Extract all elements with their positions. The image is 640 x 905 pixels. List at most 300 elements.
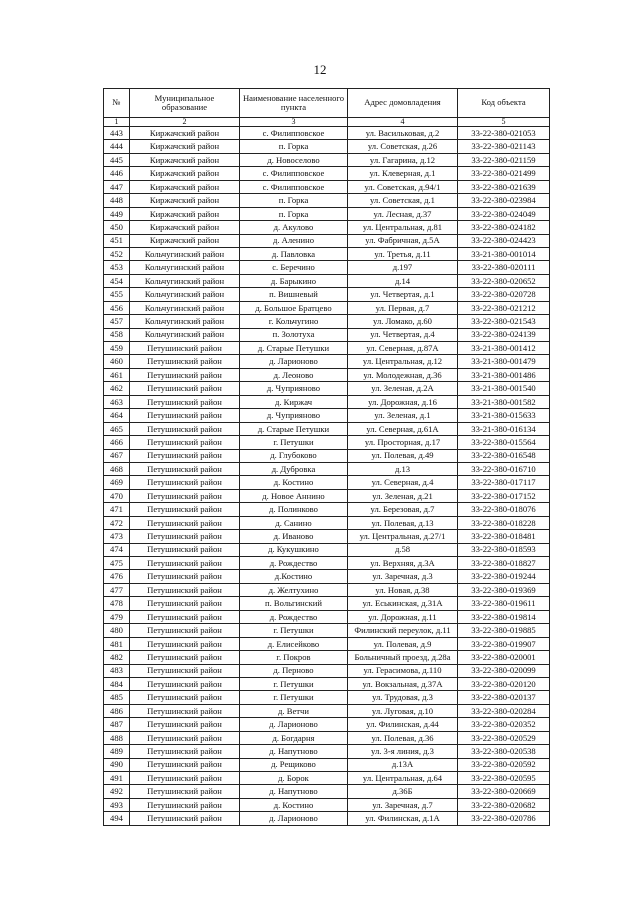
address-cell: ул. Четвертая, д.1 (348, 288, 458, 301)
object-code-cell: 33-22-380-020538 (458, 745, 550, 758)
municipality-cell: Петушинский район (130, 731, 240, 744)
row-number-cell: 456 (104, 301, 130, 314)
municipality-cell: Кольчугинский район (130, 247, 240, 260)
table-row (104, 301, 550, 314)
object-code-cell: 33-22-380-018076 (458, 503, 550, 516)
table-row (104, 476, 550, 489)
municipality-cell: Петушинский район (130, 637, 240, 650)
municipality-cell: Петушинский район (130, 409, 240, 422)
row-number-cell: 491 (104, 772, 130, 785)
row-number-cell: 461 (104, 368, 130, 381)
address-cell: ул. Четвертая, д.4 (348, 328, 458, 341)
table-row (104, 221, 550, 234)
row-number-cell: 448 (104, 194, 130, 207)
settlement-cell: д. Глубоково (240, 449, 348, 462)
table-row (104, 382, 550, 395)
object-code-cell: 33-22-380-024049 (458, 207, 550, 220)
settlement-cell: д. Перново (240, 664, 348, 677)
address-cell: ул. Дорожная, д.16 (348, 395, 458, 408)
address-cell: ул. Центральная, д.27/1 (348, 530, 458, 543)
address-cell: ул. Зеленая, д.1 (348, 409, 458, 422)
table-row (104, 342, 550, 355)
row-number-cell: 465 (104, 422, 130, 435)
settlement-cell: с. Филипповское (240, 127, 348, 140)
settlement-cell: д. Напутново (240, 745, 348, 758)
row-number-cell: 493 (104, 798, 130, 811)
table-row (104, 395, 550, 408)
municipality-cell: Петушинский район (130, 785, 240, 798)
row-number-cell: 486 (104, 704, 130, 717)
row-number-cell: 454 (104, 274, 130, 287)
row-number-cell: 458 (104, 328, 130, 341)
object-code-cell: 33-21-380-001540 (458, 382, 550, 395)
address-cell: Филинский переулок, д.11 (348, 624, 458, 637)
table-row (104, 530, 550, 543)
table-row (104, 570, 550, 583)
settlement-cell: д. Большое Братцево (240, 301, 348, 314)
table-row (104, 328, 550, 341)
municipality-cell: Петушинский район (130, 624, 240, 637)
row-number-cell: 464 (104, 409, 130, 422)
municipality-cell: Кольчугинский район (130, 328, 240, 341)
table-row (104, 436, 550, 449)
settlement-cell: д. Леоново (240, 368, 348, 381)
municipality-cell: Петушинский район (130, 651, 240, 664)
address-cell: ул. Новая, д.38 (348, 583, 458, 596)
municipality-cell: Петушинский район (130, 462, 240, 475)
table-row (104, 167, 550, 180)
settlement-cell: с. Филипповское (240, 180, 348, 193)
municipality-cell: Петушинский район (130, 476, 240, 489)
row-number-cell: 482 (104, 651, 130, 664)
table-row (104, 489, 550, 502)
address-cell: ул. Луговая, д.10 (348, 704, 458, 717)
object-code-cell: 33-22-380-020669 (458, 785, 550, 798)
table-row (104, 637, 550, 650)
table-row (104, 274, 550, 287)
address-cell: ул. Советская, д.26 (348, 140, 458, 153)
header-settlement: Наименование населенного пункта (240, 89, 348, 118)
address-cell: ул. Полевая, д.36 (348, 731, 458, 744)
municipality-cell: Петушинский район (130, 530, 240, 543)
municipality-cell: Петушинский район (130, 557, 240, 570)
address-cell: ул. Заречная, д.7 (348, 798, 458, 811)
address-cell: ул. Северная, д.61А (348, 422, 458, 435)
table-row (104, 583, 550, 596)
municipality-cell: Петушинский район (130, 691, 240, 704)
address-cell: ул. Центральная, д.81 (348, 221, 458, 234)
object-code-cell: 33-22-380-018481 (458, 530, 550, 543)
settlement-cell: д. Богдарня (240, 731, 348, 744)
row-number-cell: 462 (104, 382, 130, 395)
municipality-cell: Киржачский район (130, 234, 240, 247)
object-code-cell: 33-22-380-018593 (458, 543, 550, 556)
municipality-cell: Петушинский район (130, 583, 240, 596)
object-code-cell: 33-22-380-021053 (458, 127, 550, 140)
municipality-cell: Петушинский район (130, 489, 240, 502)
header-row (104, 89, 550, 118)
settlement-cell: г. Петушки (240, 677, 348, 690)
object-code-cell: 33-22-380-020120 (458, 677, 550, 690)
object-code-cell: 33-22-380-019611 (458, 597, 550, 610)
settlement-cell: д. Новое Аннино (240, 489, 348, 502)
municipality-cell: Киржачский район (130, 180, 240, 193)
municipality-cell: Петушинский район (130, 570, 240, 583)
municipality-cell: Кольчугинский район (130, 274, 240, 287)
object-code-cell: 33-21-380-001486 (458, 368, 550, 381)
municipality-cell: Петушинский район (130, 610, 240, 623)
municipality-cell: Петушинский район (130, 503, 240, 516)
address-cell: ул. Центральная, д.64 (348, 772, 458, 785)
address-cell: д.58 (348, 543, 458, 556)
address-cell: ул. Полевая, д.49 (348, 449, 458, 462)
row-number-cell: 492 (104, 785, 130, 798)
settlement-cell: д. Рождество (240, 557, 348, 570)
row-number-cell: 453 (104, 261, 130, 274)
municipality-cell: Киржачский район (130, 167, 240, 180)
settlement-cell: д. Кукушкино (240, 543, 348, 556)
address-cell: ул. Филинская, д.44 (348, 718, 458, 731)
row-number-cell: 483 (104, 664, 130, 677)
table-body (104, 127, 550, 826)
object-code-cell: 33-22-380-019369 (458, 583, 550, 596)
row-number-cell: 487 (104, 718, 130, 731)
object-code-cell: 33-22-380-016710 (458, 462, 550, 475)
table-row (104, 368, 550, 381)
column-number: 4 (348, 118, 458, 127)
object-code-cell: 33-22-380-023984 (458, 194, 550, 207)
object-code-cell: 33-22-380-020352 (458, 718, 550, 731)
object-code-cell: 33-22-380-020099 (458, 664, 550, 677)
row-number-cell: 479 (104, 610, 130, 623)
object-code-cell: 33-22-380-020137 (458, 691, 550, 704)
municipality-cell: Петушинский район (130, 718, 240, 731)
object-code-cell: 33-22-380-017117 (458, 476, 550, 489)
municipality-cell: Петушинский район (130, 422, 240, 435)
municipality-cell: Кольчугинский район (130, 301, 240, 314)
row-number-cell: 451 (104, 234, 130, 247)
address-cell: д.14 (348, 274, 458, 287)
column-number-row (104, 118, 550, 127)
row-number-cell: 480 (104, 624, 130, 637)
table-row (104, 234, 550, 247)
object-code-cell: 33-22-380-020529 (458, 731, 550, 744)
object-code-cell: 33-22-380-021143 (458, 140, 550, 153)
table-row (104, 207, 550, 220)
object-code-cell: 33-22-380-021212 (458, 301, 550, 314)
address-cell: ул. Северная, д.4 (348, 476, 458, 489)
object-code-cell: 33-21-380-001479 (458, 355, 550, 368)
object-code-cell: 33-22-380-020001 (458, 651, 550, 664)
municipality-cell: Петушинский район (130, 355, 240, 368)
municipality-cell: Петушинский район (130, 677, 240, 690)
object-code-cell: 33-22-380-020595 (458, 772, 550, 785)
settlement-cell: д. Барыкино (240, 274, 348, 287)
address-cell: ул. Герасимова, д.110 (348, 664, 458, 677)
table-row (104, 704, 550, 717)
settlement-cell: п. Горка (240, 207, 348, 220)
table-row (104, 677, 550, 690)
address-cell: ул. Клеверная, д.1 (348, 167, 458, 180)
row-number-cell: 474 (104, 543, 130, 556)
row-number-cell: 477 (104, 583, 130, 596)
row-number-cell: 459 (104, 342, 130, 355)
settlement-cell: д. Елисейково (240, 637, 348, 650)
object-code-cell: 33-21-380-016134 (458, 422, 550, 435)
row-number-cell: 489 (104, 745, 130, 758)
page-number: 12 (313, 62, 327, 77)
address-cell: ул. Фабричная, д.5А (348, 234, 458, 247)
municipality-cell: Петушинский район (130, 812, 240, 825)
address-cell: ул. Молодежная, д.36 (348, 368, 458, 381)
municipality-cell: Петушинский район (130, 704, 240, 717)
row-number-cell: 446 (104, 167, 130, 180)
municipality-cell: Петушинский район (130, 798, 240, 811)
header-municipality: Муниципальное образование (130, 89, 240, 118)
row-number-cell: 460 (104, 355, 130, 368)
object-code-cell: 33-22-380-019885 (458, 624, 550, 637)
table-row (104, 503, 550, 516)
table-row (104, 140, 550, 153)
settlement-cell: д. Чуприяново (240, 382, 348, 395)
table-row (104, 812, 550, 825)
settlement-cell: д. Дубровка (240, 462, 348, 475)
object-code-cell: 33-22-380-021159 (458, 153, 550, 166)
municipality-cell: Петушинский район (130, 664, 240, 677)
address-cell: д.36Б (348, 785, 458, 798)
row-number-cell: 490 (104, 758, 130, 771)
row-number-cell: 444 (104, 140, 130, 153)
settlement-cell: п. Горка (240, 194, 348, 207)
address-cell: ул. Зеленая, д.2А (348, 382, 458, 395)
object-code-cell: 33-22-380-020786 (458, 812, 550, 825)
object-code-cell: 33-22-380-024182 (458, 221, 550, 234)
object-code-cell: 33-22-380-019244 (458, 570, 550, 583)
table-row (104, 557, 550, 570)
row-number-cell: 469 (104, 476, 130, 489)
address-cell: ул. Вокзальная, д.37А (348, 677, 458, 690)
settlement-cell: г. Петушки (240, 436, 348, 449)
object-code-cell: 33-22-380-019814 (458, 610, 550, 623)
settlement-cell: д. Ларионово (240, 718, 348, 731)
address-cell: ул. Васильковая, д.2 (348, 127, 458, 140)
table-row (104, 261, 550, 274)
address-cell: ул. Зеленая, д.21 (348, 489, 458, 502)
address-cell: ул. Дорожная, д.11 (348, 610, 458, 623)
settlement-cell: д. Желтухино (240, 583, 348, 596)
header-address: Адрес домовладения (348, 89, 458, 118)
row-number-cell: 467 (104, 449, 130, 462)
object-code-cell: 33-22-380-016548 (458, 449, 550, 462)
address-cell: ул. Первая, д.7 (348, 301, 458, 314)
object-code-cell: 33-21-380-001014 (458, 247, 550, 260)
table-row (104, 597, 550, 610)
table-row (104, 288, 550, 301)
header-object-code: Код объекта (458, 89, 550, 118)
municipality-cell: Киржачский район (130, 140, 240, 153)
object-code-cell: 33-22-380-020284 (458, 704, 550, 717)
row-number-cell: 470 (104, 489, 130, 502)
table-row (104, 785, 550, 798)
settlement-cell: д. Старые Петушки (240, 422, 348, 435)
table-row (104, 798, 550, 811)
column-number: 3 (240, 118, 348, 127)
address-cell: ул. Просторная, д.17 (348, 436, 458, 449)
table-row (104, 691, 550, 704)
object-code-cell: 33-22-380-021639 (458, 180, 550, 193)
municipality-cell: Петушинский район (130, 342, 240, 355)
municipality-cell: Киржачский район (130, 127, 240, 140)
row-number-cell: 443 (104, 127, 130, 140)
address-cell: ул. Третья, д.11 (348, 247, 458, 260)
settlement-cell: д. Иваново (240, 530, 348, 543)
row-number-cell: 472 (104, 516, 130, 529)
settlement-cell: д. Аленино (240, 234, 348, 247)
object-code-cell: 33-22-380-019907 (458, 637, 550, 650)
municipality-cell: Петушинский район (130, 395, 240, 408)
object-code-cell: 33-22-380-020682 (458, 798, 550, 811)
table-row (104, 409, 550, 422)
settlement-cell: д. Акулово (240, 221, 348, 234)
municipality-cell: Петушинский район (130, 543, 240, 556)
row-number-cell: 484 (104, 677, 130, 690)
table-row (104, 194, 550, 207)
municipality-cell: Киржачский район (130, 221, 240, 234)
header-number: № (104, 89, 130, 118)
settlement-cell: г. Кольчугино (240, 315, 348, 328)
table-row (104, 180, 550, 193)
municipality-cell: Петушинский район (130, 772, 240, 785)
municipality-cell: Петушинский район (130, 436, 240, 449)
settlement-cell: д. Костино (240, 798, 348, 811)
settlement-cell: г. Петушки (240, 691, 348, 704)
settlement-cell: д. Костино (240, 476, 348, 489)
address-cell: ул. Центральная, д.12 (348, 355, 458, 368)
object-code-cell: 33-22-380-018827 (458, 557, 550, 570)
object-code-cell: 33-22-380-021499 (458, 167, 550, 180)
settlement-cell: д. Павловка (240, 247, 348, 260)
municipality-cell: Киржачский район (130, 153, 240, 166)
table-row (104, 355, 550, 368)
row-number-cell: 450 (104, 221, 130, 234)
address-cell: д.13 (348, 462, 458, 475)
row-number-cell: 452 (104, 247, 130, 260)
address-cell: ул. Северная, д.87А (348, 342, 458, 355)
settlement-cell: п. Вольгинский (240, 597, 348, 610)
settlement-cell: д. Санино (240, 516, 348, 529)
municipality-cell: Киржачский район (130, 194, 240, 207)
row-number-cell: 488 (104, 731, 130, 744)
row-number-cell: 447 (104, 180, 130, 193)
object-code-cell: 33-22-380-020728 (458, 288, 550, 301)
row-number-cell: 494 (104, 812, 130, 825)
address-cell: ул. Гагарина, д.12 (348, 153, 458, 166)
object-code-cell: 33-22-380-024139 (458, 328, 550, 341)
settlement-cell: д. Киржач (240, 395, 348, 408)
object-code-cell: 33-22-380-018228 (458, 516, 550, 529)
table-row (104, 153, 550, 166)
object-code-cell: 33-22-380-020652 (458, 274, 550, 287)
address-cell: ул. Лесная, д.37 (348, 207, 458, 220)
settlement-cell: д.Костино (240, 570, 348, 583)
table-row (104, 731, 550, 744)
settlement-cell: д. Старые Петушки (240, 342, 348, 355)
object-code-cell: 33-21-380-015633 (458, 409, 550, 422)
municipality-cell: Кольчугинский район (130, 261, 240, 274)
address-cell: ул. Ломако, д.60 (348, 315, 458, 328)
table-header (104, 89, 550, 127)
row-number-cell: 481 (104, 637, 130, 650)
settlement-cell: д. Борок (240, 772, 348, 785)
table-row (104, 745, 550, 758)
column-number: 2 (130, 118, 240, 127)
row-number-cell: 485 (104, 691, 130, 704)
table-row (104, 651, 550, 664)
object-code-cell: 33-22-380-020592 (458, 758, 550, 771)
address-cell: ул. Советская, д.94/1 (348, 180, 458, 193)
address-cell: ул. Еськинская, д.31А (348, 597, 458, 610)
object-code-cell: 33-22-380-021543 (458, 315, 550, 328)
address-cell: ул. Березовая, д.7 (348, 503, 458, 516)
settlement-cell: д. Новоселово (240, 153, 348, 166)
table-row (104, 462, 550, 475)
settlement-cell: д. Рождество (240, 610, 348, 623)
row-number-cell: 475 (104, 557, 130, 570)
table-row (104, 247, 550, 260)
row-number-cell: 478 (104, 597, 130, 610)
address-cell: ул. Заречная, д.3 (348, 570, 458, 583)
table-row (104, 610, 550, 623)
settlement-cell: д. Ларионово (240, 355, 348, 368)
row-number-cell: 473 (104, 530, 130, 543)
object-code-cell: 33-21-380-001412 (458, 342, 550, 355)
row-number-cell: 449 (104, 207, 130, 220)
row-number-cell: 476 (104, 570, 130, 583)
municipality-cell: Петушинский район (130, 382, 240, 395)
object-code-cell: 33-22-380-015564 (458, 436, 550, 449)
row-number-cell: 471 (104, 503, 130, 516)
registry-table (103, 88, 550, 826)
address-cell: ул. 3-я линия, д.3 (348, 745, 458, 758)
municipality-cell: Петушинский район (130, 745, 240, 758)
settlement-cell: п. Горка (240, 140, 348, 153)
row-number-cell: 457 (104, 315, 130, 328)
column-number: 5 (458, 118, 550, 127)
settlement-cell: с. Беречино (240, 261, 348, 274)
object-code-cell: 33-22-380-020111 (458, 261, 550, 274)
settlement-cell: д. Напутново (240, 785, 348, 798)
address-cell: Больничный проезд, д.28а (348, 651, 458, 664)
table-row (104, 516, 550, 529)
settlement-cell: с. Филипповское (240, 167, 348, 180)
settlement-cell: п. Вишневый (240, 288, 348, 301)
settlement-cell: г. Петушки (240, 624, 348, 637)
object-code-cell: 33-21-380-001582 (458, 395, 550, 408)
address-cell: ул. Советская, д.1 (348, 194, 458, 207)
table-row (104, 758, 550, 771)
row-number-cell: 463 (104, 395, 130, 408)
address-cell: ул. Верхняя, д.3А (348, 557, 458, 570)
table-row (104, 449, 550, 462)
table-row (104, 718, 550, 731)
settlement-cell: п. Золотуха (240, 328, 348, 341)
table-row (104, 664, 550, 677)
row-number-cell: 468 (104, 462, 130, 475)
row-number-cell: 466 (104, 436, 130, 449)
municipality-cell: Петушинский район (130, 758, 240, 771)
settlement-cell: д. Ларионово (240, 812, 348, 825)
table-row (104, 772, 550, 785)
